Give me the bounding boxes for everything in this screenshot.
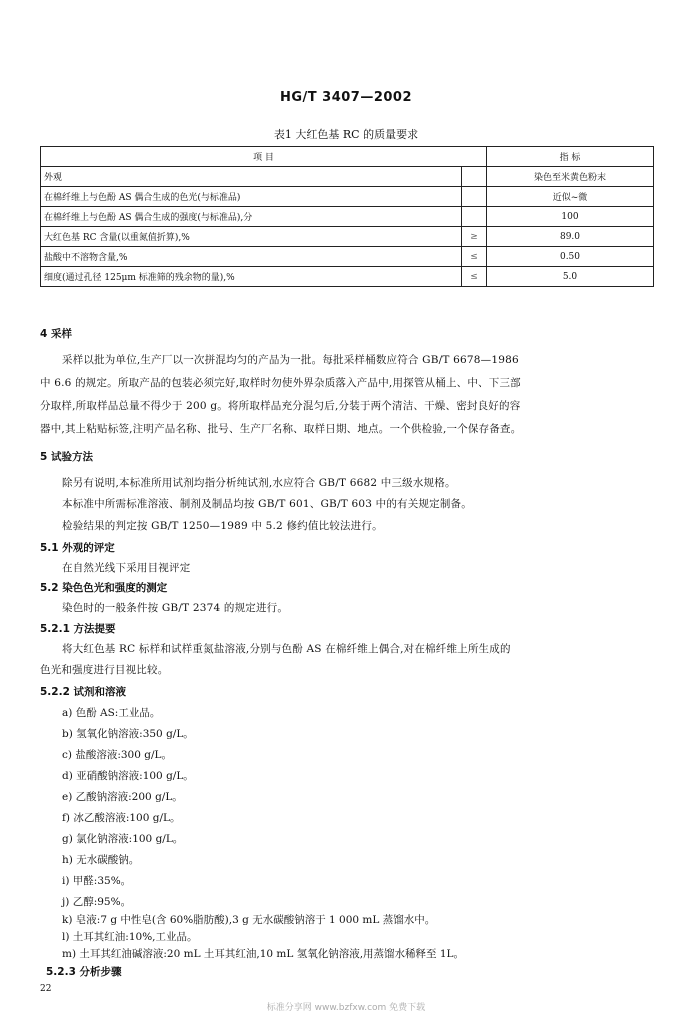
- table-caption: 表1 大红色基 RC 的质量要求: [273, 128, 419, 141]
- paragraph-line: 检验结果的判定按 GB/T 1250—1989 中 5.2 修约值比较法进行。: [62, 520, 383, 532]
- paragraph-line: 分取样,所取样品总量不得少于 200 g。将所取样品充分混匀后,分装于两个清洁、干燥、密封良好的容: [40, 400, 521, 412]
- list-item: l) 土耳其红油:10%,工业品。: [62, 931, 198, 943]
- paragraph-line: 色光和强度进行目视比较。: [40, 664, 169, 676]
- row-mark: [462, 167, 487, 187]
- paragraph-line: 在自然光线下采用目视评定: [62, 562, 191, 574]
- table-head-item: 项 目: [41, 147, 487, 167]
- list-item: f) 冰乙酸溶液:100 g/L。: [62, 812, 181, 824]
- list-item: k) 皂液:7 g 中性皂(含 60%脂肪酸),3 g 无水碳酸钠溶于 1 000 mL 蒸馏水中。: [62, 914, 436, 926]
- section-5-title: 5 试验方法: [40, 451, 93, 463]
- paragraph-line: 采样以批为单位,生产厂以一次拼混均匀的产品为一批。每批采样桶数应符合 GB/T 6678—1986: [62, 354, 519, 366]
- row-item: 大红色基 RC 含量(以重氮值折算),%: [41, 227, 462, 247]
- list-item: a) 色酚 AS:工业品。: [62, 707, 161, 719]
- list-item: j) 乙醇:95%。: [62, 896, 132, 908]
- list-item: b) 氢氧化钠溶液:350 g/L。: [62, 728, 194, 740]
- list-item: m) 土耳其红油碱溶液:20 mL 土耳其红油,10 mL 氢氧化钠溶液,用蒸馏水稀释至 1L。: [62, 948, 465, 960]
- row-mark: ≤: [462, 247, 487, 267]
- list-item: h) 无水碳酸钠。: [62, 854, 140, 866]
- list-item: g) 氯化钠溶液:100 g/L。: [62, 833, 184, 845]
- row-mark: [462, 187, 487, 207]
- table-row: [41, 207, 654, 227]
- row-item: 盐酸中不溶物含量,%: [41, 247, 462, 267]
- table-row: [41, 227, 654, 247]
- page-number: 22: [40, 984, 52, 994]
- row-value: 0.50: [487, 247, 654, 267]
- quality-table: [40, 146, 654, 287]
- section-5-2-1-title: 5.2.1 方法提要: [40, 623, 116, 635]
- paragraph-line: 中 6.6 的规定。所取产品的包装必须完好,取样时勿使外界杂质落入产品中,用探管从桶上、中、下三部: [40, 377, 521, 389]
- paragraph-line: 将大红色基 RC 标样和试样重氮盐溶液,分别与色酚 AS 在棉纤维上偶合,对在棉纤维上所生成的: [62, 643, 511, 655]
- table-header-row: [41, 147, 654, 167]
- row-value: 89.0: [487, 227, 654, 247]
- row-item: 细度(通过孔径 125μm 标准筛的残余物的量),%: [41, 267, 462, 287]
- section-5-2-2-title: 5.2.2 试剂和溶液: [40, 686, 127, 698]
- row-mark: ≤: [462, 267, 487, 287]
- paragraph-line: 器中,其上粘贴标签,注明产品名称、批号、生产厂名称、取样日期、地点。一个供检验,一个保存备查。: [40, 423, 522, 435]
- row-mark: [462, 207, 487, 227]
- table-row: [41, 267, 654, 287]
- table-row: [41, 187, 654, 207]
- row-value: 染色至米黄色粉末: [487, 167, 654, 187]
- section-5-2-title: 5.2 染色色光和强度的测定: [40, 582, 168, 594]
- table-head-value: 指 标: [487, 147, 654, 167]
- row-item: 外观: [41, 167, 462, 187]
- row-value: 100: [487, 207, 654, 227]
- paragraph-line: 除另有说明,本标准所用试剂均指分析纯试剂,水应符合 GB/T 6682 中三级水规格。: [62, 477, 456, 489]
- section-5-1-title: 5.1 外观的评定: [40, 542, 115, 554]
- table-row: [41, 167, 654, 187]
- watermark: 标准分享网 www.bzfxw.com 免费下载: [266, 1003, 426, 1013]
- row-item: 在棉纤维上与色酚 AS 偶合生成的强度(与标准品),分: [41, 207, 462, 227]
- list-item: d) 亚硝酸钠溶液:100 g/L。: [62, 770, 194, 782]
- row-item: 在棉纤维上与色酚 AS 偶合生成的色光(与标准品): [41, 187, 462, 207]
- section-5-2-3-title: 5.2.3 分析步骤: [46, 966, 122, 978]
- list-item: c) 盐酸溶液:300 g/L。: [62, 749, 172, 761]
- table-row: [41, 247, 654, 267]
- paragraph-line: 本标准中所需标准溶液、制剂及制品均按 GB/T 601、GB/T 603 中的有关规定制备。: [62, 498, 472, 510]
- section-4-title: 4 采样: [40, 328, 72, 340]
- row-value: 5.0: [487, 267, 654, 287]
- document-header: HG/T 3407—2002: [279, 90, 413, 105]
- row-value: 近似~微: [487, 187, 654, 207]
- paragraph-line: 染色时的一般条件按 GB/T 2374 的规定进行。: [62, 602, 289, 614]
- row-mark: ≥: [462, 227, 487, 247]
- list-item: e) 乙酸钠溶液:200 g/L。: [62, 791, 183, 803]
- list-item: i) 甲醛:35%。: [62, 875, 132, 887]
